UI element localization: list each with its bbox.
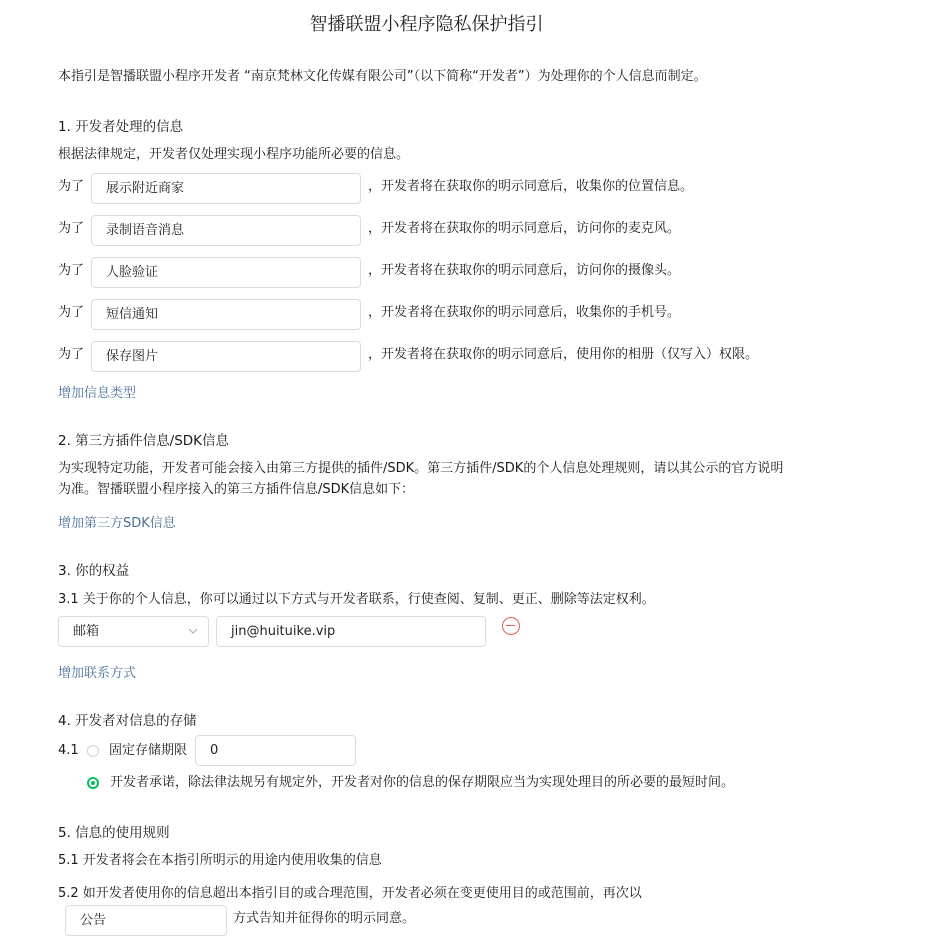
section4-num: 4.1 — [58, 743, 79, 758]
section1-heading: 1. 开发者处理的信息 — [58, 119, 184, 135]
section5-item2: 5.2 如开发者使用你的信息超出本指引目的或合理范围，开发者必须在变更使用目的或范围前，再次以 — [58, 886, 642, 901]
contact-type-select[interactable] — [58, 616, 209, 647]
section3-heading: 3. 你的权益 — [58, 563, 130, 579]
row-prefix: 为了 — [58, 305, 85, 320]
purpose-input[interactable]: 人脸验证 — [91, 257, 361, 288]
section2-heading: 2. 第三方插件信息/SDK信息 — [58, 433, 230, 449]
purpose-input[interactable]: 保存图片 — [91, 341, 361, 372]
purpose-input[interactable]: 展示附近商家 — [91, 173, 361, 204]
purpose-input[interactable]: 录制语音消息 — [91, 215, 361, 246]
fixed-period-radio[interactable] — [87, 745, 99, 757]
intro-text: 本指引是智播联盟小程序开发者 “南京梵林文化传媒有限公司”（以下简称“开发者”）为处理你的个人信息而制定。 — [58, 69, 707, 84]
remove-contact-icon[interactable] — [502, 617, 520, 635]
contact-type-value: 邮箱 — [73, 624, 100, 639]
row-suffix: ，开发者将在获取你的明示同意后，访问你的麦克风。 — [368, 221, 681, 236]
section2-desc-line2: 为准。智播联盟小程序接入的第三方插件信息/SDK信息如下： — [58, 482, 415, 497]
row-suffix: ，开发者将在获取你的明示同意后，访问你的摄像头。 — [368, 263, 681, 278]
page-title: 智播联盟小程序隐私保护指引 — [309, 14, 544, 35]
row-suffix: ，开发者将在获取你的明示同意后，收集你的手机号。 — [368, 305, 681, 320]
section5-item1: 5.1 开发者将会在本指引所明示的用途内使用收集的信息 — [58, 853, 382, 868]
min-period-label: 开发者承诺，除法律法规另有规定外，开发者对你的信息的保存期限应当为实现处理目的所必要的最短时间。 — [110, 775, 735, 790]
row-suffix: ，开发者将在获取你的明示同意后，使用你的相册（仅写入）权限。 — [368, 347, 759, 362]
notify-method-input[interactable]: 公告 — [65, 905, 227, 936]
section4-heading: 4. 开发者对信息的存储 — [58, 713, 197, 729]
row-prefix: 为了 — [58, 263, 85, 278]
section2-desc-line1: 为实现特定功能，开发者可能会接入由第三方提供的插件/SDK。第三方插件/SDK的个人信息处理规则，请以其公示的官方说明 — [58, 461, 784, 476]
add-info-type-link[interactable]: 增加信息类型 — [58, 386, 137, 401]
add-contact-link[interactable]: 增加联系方式 — [58, 666, 137, 681]
chevron-down-icon — [188, 626, 198, 636]
min-period-radio[interactable] — [87, 777, 99, 789]
add-sdk-link[interactable]: 增加第三方SDK信息 — [58, 516, 176, 531]
row-prefix: 为了 — [58, 347, 85, 362]
purpose-input[interactable]: 短信通知 — [91, 299, 361, 330]
contact-value-input[interactable]: jin@huituike.vip — [216, 616, 486, 647]
section1-desc: 根据法律规定，开发者仅处理实现小程序功能所必要的信息。 — [58, 147, 410, 162]
fixed-period-label: 固定存储期限 — [109, 743, 188, 758]
row-suffix: ，开发者将在获取你的明示同意后，收集你的位置信息。 — [368, 179, 694, 194]
section5-item2-suffix: 方式告知并征得你的明示同意。 — [233, 911, 416, 926]
row-prefix: 为了 — [58, 179, 85, 194]
fixed-period-input[interactable]: 0 — [195, 735, 356, 766]
section5-heading: 5. 信息的使用规则 — [58, 825, 170, 841]
section3-sub: 3.1 关于你的个人信息，你可以通过以下方式与开发者联系，行使查阅、复制、更正、删除等法定权利。 — [58, 592, 655, 607]
row-prefix: 为了 — [58, 221, 85, 236]
